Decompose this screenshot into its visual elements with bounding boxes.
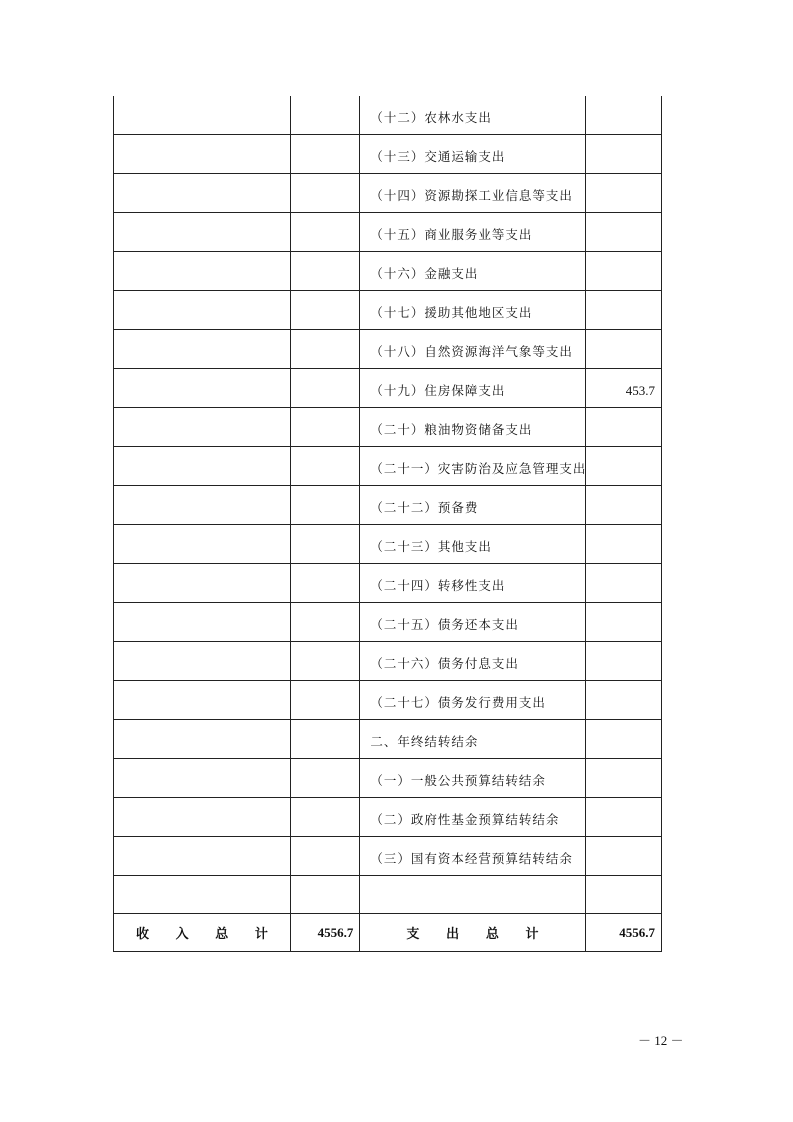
expense-amount-value [586, 750, 661, 758]
income-amount-cell [290, 642, 359, 681]
expense-item-label: （十六）金融支出 [370, 266, 479, 281]
income-item-cell [114, 564, 291, 603]
income-total-amount: 4556.7 [317, 924, 354, 940]
income-item-cell [114, 486, 291, 525]
income-item-cell [114, 330, 291, 369]
table-row [114, 798, 662, 837]
expense-amount-value [586, 672, 661, 680]
income-item-cell [114, 681, 291, 720]
income-total-amount-cell [290, 914, 359, 952]
expense-item-label: （十九）住房保障支出 [370, 383, 506, 398]
income-total-char: 收 [136, 927, 150, 942]
page-number: － 12 － [638, 1033, 684, 1048]
income-item-cell [114, 603, 291, 642]
income-item-cell [114, 642, 291, 681]
expense-amount-value [586, 828, 661, 836]
expense-amount-cell [585, 876, 661, 914]
expense-item-label: （三）国有资本经营预算结转结余 [370, 851, 573, 866]
expense-amount-cell [585, 96, 661, 135]
income-amount-cell [290, 213, 359, 252]
expense-item-label: 二、年终结转结余 [370, 734, 479, 749]
expense-amount-cell [585, 525, 661, 564]
expense-item-cell [360, 291, 585, 330]
expense-total-label [360, 923, 584, 942]
expense-amount-value [586, 165, 661, 173]
income-item-cell [114, 525, 291, 564]
income-amount-cell [290, 876, 359, 914]
table-row [114, 486, 662, 525]
table-row [114, 447, 662, 486]
expense-item-label: （二十二）预备费 [370, 500, 479, 515]
income-amount-cell [290, 603, 359, 642]
expense-amount-value [586, 477, 661, 485]
expense-item-label: （十四）资源勘探工业信息等支出 [370, 188, 573, 203]
income-amount-cell [290, 291, 359, 330]
table-row [114, 720, 662, 759]
expense-item-cell [360, 681, 585, 720]
expense-amount-value [586, 594, 661, 602]
expense-item-cell [360, 330, 585, 369]
expense-item-cell [360, 213, 585, 252]
income-item-cell [114, 759, 291, 798]
income-amount-cell [290, 408, 359, 447]
table-row [114, 603, 662, 642]
expense-item-label: （十七）援助其他地区支出 [370, 305, 533, 320]
income-item-cell [114, 291, 291, 330]
expense-item-label: （二十三）其他支出 [370, 539, 492, 554]
expense-item-cell [360, 837, 585, 876]
expense-item-label: （十二）农林水支出 [370, 110, 492, 125]
table-row [114, 876, 662, 914]
table-row [114, 330, 662, 369]
income-item-cell [114, 408, 291, 447]
expense-amount-cell [585, 603, 661, 642]
expense-amount-cell [585, 681, 661, 720]
expense-amount-value [586, 282, 661, 290]
income-item-cell [114, 876, 291, 914]
income-amount-cell [290, 330, 359, 369]
income-item-cell [114, 798, 291, 837]
expense-amount-cell [585, 174, 661, 213]
expense-item-cell [360, 486, 585, 525]
expense-amount-value: 453.7 [625, 383, 655, 398]
budget-table [113, 96, 662, 952]
expense-amount-value [586, 438, 661, 446]
expense-amount-cell [585, 486, 661, 525]
expense-amount-value [586, 204, 661, 212]
expense-total-label-cell [360, 914, 585, 952]
income-amount-cell [290, 486, 359, 525]
expense-item-cell [360, 603, 585, 642]
table-row [114, 759, 662, 798]
expense-item-cell [360, 369, 585, 408]
income-amount-cell [290, 720, 359, 759]
expense-amount-value [586, 126, 661, 134]
expense-total-char: 出 [446, 927, 460, 942]
expense-item-label: （二十一）灾害防治及应急管理支出 [370, 461, 587, 476]
expense-item-label: （二十六）债务付息支出 [370, 656, 519, 671]
expense-amount-cell [585, 759, 661, 798]
total-row [114, 914, 662, 952]
expense-amount-cell [585, 369, 661, 408]
income-item-cell [114, 213, 291, 252]
expense-item-label: （二）政府性基金预算结转结余 [370, 812, 560, 827]
income-total-char: 总 [215, 927, 229, 942]
expense-amount-value [586, 891, 661, 899]
expense-amount-cell [585, 135, 661, 174]
table-row [114, 642, 662, 681]
income-amount-cell [290, 447, 359, 486]
expense-amount-cell [585, 252, 661, 291]
expense-item-label: （二十七）债务发行费用支出 [370, 695, 546, 710]
expense-item-cell [360, 564, 585, 603]
income-amount-cell [290, 759, 359, 798]
expense-amount-value [586, 867, 661, 875]
expense-item-label: （二十五）债务还本支出 [370, 617, 519, 632]
expense-item-label: （二十四）转移性支出 [370, 578, 506, 593]
income-amount-cell [290, 135, 359, 174]
expense-amount-cell [585, 642, 661, 681]
income-total-label [114, 923, 290, 942]
expense-item-cell [360, 447, 585, 486]
income-amount-cell [290, 96, 359, 135]
expense-amount-cell [585, 837, 661, 876]
expense-amount-cell [585, 720, 661, 759]
expense-item-cell [360, 96, 585, 135]
table-row [114, 369, 662, 408]
income-amount-cell [290, 369, 359, 408]
table-row [114, 837, 662, 876]
budget-table-body [114, 96, 662, 914]
income-item-cell [114, 837, 291, 876]
expense-item-cell [360, 876, 585, 914]
table-row [114, 252, 662, 291]
expense-item-label [360, 891, 584, 899]
table-row [114, 291, 662, 330]
table-row [114, 681, 662, 720]
income-amount-cell [290, 798, 359, 837]
income-item-cell [114, 447, 291, 486]
expense-amount-cell [585, 447, 661, 486]
expense-item-label: （一）一般公共预算结转结余 [370, 773, 546, 788]
expense-item-cell [360, 759, 585, 798]
expense-item-cell [360, 798, 585, 837]
expense-item-cell [360, 720, 585, 759]
income-amount-cell [290, 564, 359, 603]
expense-item-label: （十三）交通运输支出 [370, 149, 506, 164]
table-row [114, 213, 662, 252]
expense-item-cell [360, 408, 585, 447]
income-amount-cell [290, 525, 359, 564]
income-item-cell [114, 96, 291, 135]
income-amount-cell [290, 174, 359, 213]
expense-item-label: （二十）粮油物资储备支出 [370, 422, 533, 437]
expense-item-cell [360, 135, 585, 174]
expense-amount-value [586, 243, 661, 251]
expense-amount-value [586, 711, 661, 719]
expense-item-label: （十八）自然资源海洋气象等支出 [370, 344, 573, 359]
expense-amount-value [586, 789, 661, 797]
expense-amount-cell [585, 330, 661, 369]
income-amount-cell [290, 252, 359, 291]
income-amount-cell [290, 837, 359, 876]
expense-amount-value [586, 321, 661, 329]
table-row [114, 525, 662, 564]
expense-item-cell [360, 525, 585, 564]
table-row [114, 408, 662, 447]
table-row [114, 96, 662, 135]
income-total-char: 计 [254, 927, 268, 942]
expense-amount-value [586, 633, 661, 641]
expense-total-amount-cell [585, 914, 661, 952]
income-total-char: 入 [175, 927, 189, 942]
expense-item-label: （十五）商业服务业等支出 [370, 227, 533, 242]
expense-item-cell [360, 642, 585, 681]
income-item-cell [114, 135, 291, 174]
income-amount-cell [290, 681, 359, 720]
expense-amount-value [586, 360, 661, 368]
table-row [114, 135, 662, 174]
income-item-cell [114, 252, 291, 291]
expense-amount-value [586, 516, 661, 524]
expense-total-char: 计 [525, 927, 539, 942]
income-item-cell [114, 369, 291, 408]
expense-amount-cell [585, 564, 661, 603]
expense-amount-value [586, 555, 661, 563]
expense-total-amount: 4556.7 [619, 924, 655, 940]
income-total-label-cell [114, 914, 291, 952]
expense-amount-cell [585, 213, 661, 252]
expense-amount-cell [585, 291, 661, 330]
expense-total-char: 支 [406, 927, 420, 942]
income-item-cell [114, 174, 291, 213]
table-row [114, 174, 662, 213]
income-item-cell [114, 720, 291, 759]
expense-amount-cell [585, 798, 661, 837]
expense-total-char: 总 [485, 927, 499, 942]
expense-amount-cell [585, 408, 661, 447]
table-row [114, 564, 662, 603]
expense-item-cell [360, 252, 585, 291]
expense-item-cell [360, 174, 585, 213]
